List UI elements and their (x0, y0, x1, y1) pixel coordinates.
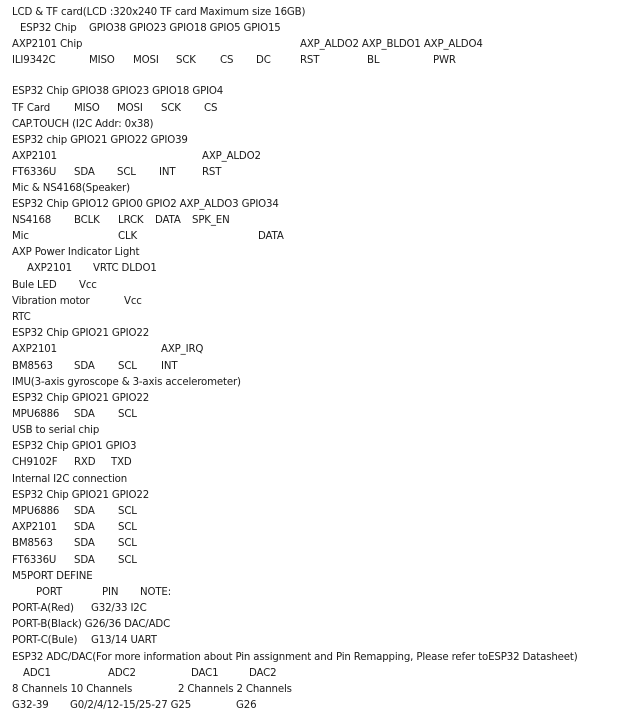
text-cell: DAC1 (191, 668, 219, 679)
text-line (0, 488, 620, 504)
text-cell: LCD & TF card(LCD :320x240 TF card Maximum size 16GB) (12, 7, 306, 18)
text-cell: AXP2101 (12, 344, 57, 355)
text-cell: SDA (74, 522, 95, 533)
text-line (0, 342, 620, 358)
text-line (0, 326, 620, 342)
text-cell: RST (300, 55, 320, 66)
text-cell: CH9102F (12, 457, 58, 468)
text-cell: GPIO38 GPIO23 GPIO18 GPIO5 GPIO15 (89, 23, 281, 34)
text-cell: INT (159, 167, 176, 178)
text-cell: SCK (161, 103, 181, 114)
text-cell: Mic & NS4168(Speaker) (12, 183, 130, 194)
text-line (0, 261, 620, 277)
text-cell: G13/14 UART (91, 635, 157, 646)
text-line (0, 472, 620, 488)
text-cell: PORT-C(Bule) (12, 635, 78, 646)
text-cell: M5PORT DEFINE (12, 571, 93, 582)
text-cell: ESP32 Chip GPIO12 GPIO0 GPIO2 AXP_ALDO3 GPIO34 (12, 199, 279, 210)
text-line (0, 391, 620, 407)
text-cell: 8 Channels 10 Channels (12, 684, 133, 695)
text-cell: G32-39 (12, 700, 49, 711)
text-cell: SDA (74, 538, 95, 549)
text-cell: AXP2101 (12, 522, 57, 533)
text-line (0, 536, 620, 552)
text-cell: SPK_EN (192, 215, 230, 226)
text-line (0, 359, 620, 375)
text-line (0, 133, 620, 149)
text-cell: TF Card (12, 103, 51, 114)
text-line (0, 375, 620, 391)
text-cell: ADC1 (23, 668, 51, 679)
text-line (0, 21, 620, 37)
text-line (0, 53, 620, 69)
text-cell: PORT-A(Red) (12, 603, 74, 614)
text-cell: ILI9342C (12, 55, 56, 66)
text-line (0, 213, 620, 229)
text-cell: SDA (74, 167, 95, 178)
text-cell: RXD (74, 457, 96, 468)
text-cell: TXD (111, 457, 132, 468)
text-line (0, 229, 620, 245)
text-line (0, 601, 620, 617)
text-cell: Vcc (124, 296, 142, 307)
text-line (0, 439, 620, 455)
text-line (0, 698, 620, 714)
text-cell: PORT (36, 587, 63, 598)
text-cell: SDA (74, 506, 95, 517)
text-cell: AXP Power Indicator Light (12, 247, 140, 258)
text-line (0, 682, 620, 698)
text-line (0, 423, 620, 439)
text-line (0, 165, 620, 181)
text-line (0, 569, 620, 585)
text-cell: AXP2101 Chip (12, 39, 83, 50)
text-cell: RST (202, 167, 222, 178)
text-cell: MISO (74, 103, 100, 114)
text-line (0, 294, 620, 310)
text-cell: Bule LED (12, 280, 57, 291)
text-cell: DATA (155, 215, 181, 226)
text-cell: MOSI (133, 55, 159, 66)
text-cell: SCL (117, 167, 136, 178)
text-cell: USB to serial chip (12, 425, 100, 436)
text-cell: SCL (118, 409, 137, 420)
text-cell: SDA (74, 555, 95, 566)
text-cell: SDA (74, 409, 95, 420)
text-cell: G26 (236, 700, 257, 711)
text-line (0, 101, 620, 117)
blank-line (0, 69, 620, 85)
text-cell: AXP_ALDO2 (202, 151, 261, 162)
text-line (0, 407, 620, 423)
text-cell: AXP_IRQ (161, 344, 204, 355)
text-line (0, 650, 620, 666)
text-cell: PWR (433, 55, 456, 66)
text-cell: AXP2101 (27, 263, 72, 274)
text-line (0, 585, 620, 601)
text-cell: ESP32 Chip GPIO38 GPIO23 GPIO18 GPIO4 (12, 86, 224, 97)
text-cell: BM8563 (12, 538, 53, 549)
text-cell: BCLK (74, 215, 100, 226)
text-line (0, 37, 620, 53)
text-cell: FT6336U (12, 167, 57, 178)
text-line (0, 278, 620, 294)
text-line (0, 197, 620, 213)
text-cell: LRCK (118, 215, 144, 226)
text-cell: ADC2 (108, 668, 136, 679)
text-cell: ESP32 Chip GPIO21 GPIO22 (12, 490, 150, 501)
text-cell: CAP.TOUCH (I2C Addr: 0x38) (12, 119, 154, 130)
text-cell: SCL (118, 506, 137, 517)
text-cell: AXP2101 (12, 151, 57, 162)
text-cell: CS (220, 55, 234, 66)
text-line (0, 84, 620, 100)
text-cell: Internal I2C connection (12, 474, 128, 485)
text-line (0, 633, 620, 649)
text-line (0, 504, 620, 520)
text-cell: G32/33 I2C (91, 603, 147, 614)
text-cell: VRTC DLDO1 (93, 263, 157, 274)
text-line (0, 181, 620, 197)
text-line (0, 117, 620, 133)
text-line (0, 149, 620, 165)
text-cell: MPU6886 (12, 409, 60, 420)
text-line (0, 310, 620, 326)
text-cell: SCL (118, 538, 137, 549)
text-cell: ESP32 Chip GPIO21 GPIO22 (12, 393, 150, 404)
text-cell: ESP32 chip GPIO21 GPIO22 GPIO39 (12, 135, 188, 146)
text-cell: RTC (12, 312, 31, 323)
text-cell: DAC2 (249, 668, 277, 679)
text-line (0, 666, 620, 682)
text-cell: Mic (12, 231, 29, 242)
text-cell: SCL (118, 361, 137, 372)
text-cell: DATA (258, 231, 284, 242)
text-cell: FT6336U (12, 555, 57, 566)
text-cell: ESP32 Chip GPIO21 GPIO22 (12, 328, 150, 339)
text-cell: SCL (118, 555, 137, 566)
text-cell: BM8563 (12, 361, 53, 372)
text-cell: SCK (176, 55, 196, 66)
text-cell: Vcc (79, 280, 97, 291)
text-cell: PORT-B(Black) G26/36 DAC/ADC (12, 619, 171, 630)
text-cell: NS4168 (12, 215, 52, 226)
text-line (0, 455, 620, 471)
text-cell: 2 Channels 2 Channels (178, 684, 292, 695)
text-cell: PIN (102, 587, 119, 598)
text-cell: SDA (74, 361, 95, 372)
text-line (0, 5, 620, 21)
text-cell: Vibration motor (12, 296, 90, 307)
text-line (0, 617, 620, 633)
text-cell: IMU(3-axis gyroscope & 3-axis accelerometer) (12, 377, 241, 388)
text-cell: CLK (118, 231, 138, 242)
text-cell: MISO (89, 55, 115, 66)
text-cell: G0/2/4/12-15/25-27 G25 (70, 700, 192, 711)
text-line (0, 245, 620, 261)
text-cell: INT (161, 361, 178, 372)
text-cell: AXP_ALDO2 AXP_BLDO1 AXP_ALDO4 (300, 39, 483, 50)
text-line (0, 553, 620, 569)
text-cell: SCL (118, 522, 137, 533)
text-cell: NOTE: (140, 587, 171, 598)
text-cell: ESP32 ADC/DAC(For more information about Pin assignment and Pin Remapping, Please refer toESP32 Datasheet) (12, 652, 578, 663)
text-cell: ESP32 Chip GPIO1 GPIO3 (12, 441, 137, 452)
text-cell: DC (256, 55, 271, 66)
text-cell: CS (204, 103, 218, 114)
text-cell: ESP32 Chip (20, 23, 77, 34)
text-cell: MPU6886 (12, 506, 60, 517)
text-line (0, 520, 620, 536)
text-cell: BL (367, 55, 380, 66)
text-cell: MOSI (117, 103, 143, 114)
